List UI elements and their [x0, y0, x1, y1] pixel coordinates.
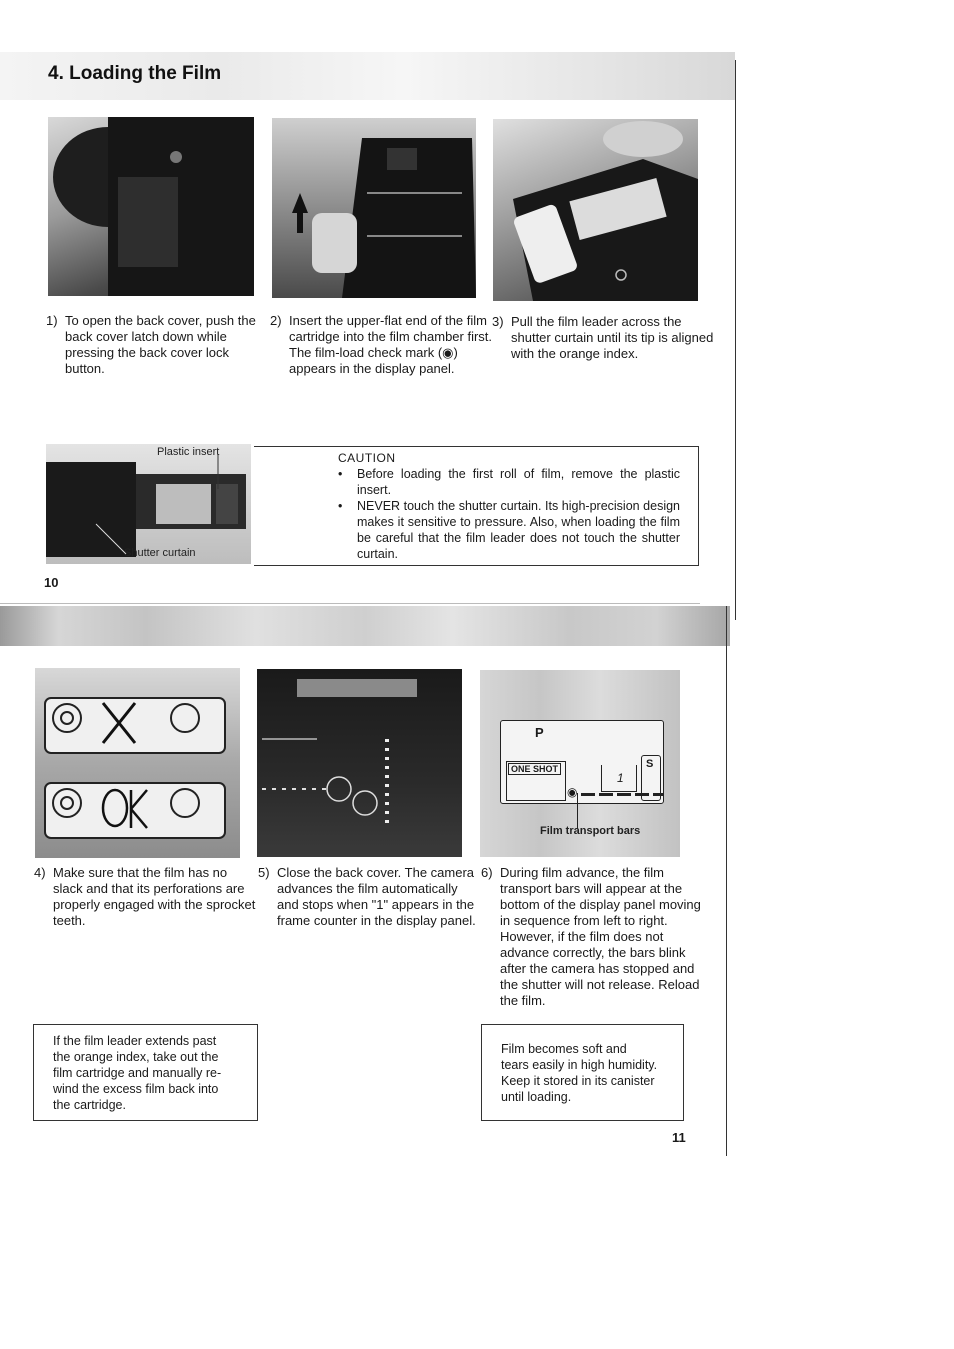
transport-bars-leader-line	[577, 793, 578, 829]
photo-close-back-cover	[257, 669, 462, 857]
label-shutter-curtain: Shutter curtain	[124, 547, 196, 559]
label-plastic-insert: Plastic insert	[157, 446, 220, 458]
step-4: 4) Make sure that the film has no slack and that its perforations are properly engaged with the sprocket teeth.	[34, 865, 256, 928]
step-6: 6) During film advance, the film transport bars will appear at the bottom of the display panel moving in sequence from left to right. However, if the film does not advance correctly, the bars blink after the camera has stopped and the shutter will not release. Reload the film.	[481, 865, 701, 1008]
page-separator	[0, 603, 700, 604]
camera-back-illustration	[46, 444, 251, 564]
film-check-icon: ◉	[567, 785, 578, 799]
camera-illustration-3	[493, 119, 698, 301]
lcd-frame-counter	[601, 765, 637, 792]
camera-illustration-1	[48, 117, 254, 296]
step-2: 2) Insert the upper-flat end of the film cartridge into the film chamber first. The film-load check mark (◉) appears in the display panel.	[270, 313, 493, 376]
film-path-illustration	[35, 668, 240, 858]
step-5: 5) Close the back cover. The camera advances the film automatically and stops when "1" appears in the frame counter in the display panel.	[258, 865, 476, 928]
caution-title: CAUTION	[338, 451, 396, 465]
note-film-leader: If the film leader extends past the orange index, take out the film cartridge and manually re- wind the excess film back into the cartridge.	[33, 1024, 258, 1121]
lcd-drive-mode: ONE SHOT	[508, 763, 561, 775]
caution-list	[338, 466, 680, 562]
photo-film-slack-check	[35, 668, 240, 858]
lcd-drive-frame	[506, 761, 566, 801]
label-film-transport-bars: Film transport bars	[540, 825, 641, 837]
photo-insert-cartridge	[272, 118, 476, 298]
page-right-edge-top	[735, 60, 736, 620]
step-3: 3) Pull the film leader across the shutter curtain until its tip is aligned with the orange index.	[492, 314, 714, 361]
page-number-11: 11	[672, 1130, 686, 1145]
note-humidity: Film becomes soft and tears easily in high humidity. Keep it stored in its canister until loading.	[481, 1024, 684, 1121]
step-1: 1) To open the back cover, push the back cover latch down while pressing the back cover lock button.	[46, 313, 256, 376]
film-transport-bars	[581, 793, 663, 796]
lcd-display-panel	[500, 720, 664, 804]
page-right-edge-bottom	[726, 606, 727, 1156]
camera-illustration-2	[272, 118, 476, 298]
header-band	[0, 606, 730, 646]
lcd-mode-indicator: P	[535, 725, 544, 740]
section-title: 4. Loading the Film	[48, 63, 222, 84]
camera-closed-illustration	[257, 669, 462, 857]
caution-box	[254, 446, 699, 566]
caution-item: • NEVER touch the shutter curtain. Its high-precision design makes it sensitive to pressure. Also, when loading the film be careful that the film leader does not touch the shutter curtain.	[338, 498, 680, 562]
lcd-frame-number: 1	[617, 771, 624, 785]
photo-pull-film-leader	[493, 119, 698, 301]
photo-plastic-insert	[46, 444, 251, 564]
page-number-10: 10	[44, 575, 59, 590]
lcd-s-label: S	[646, 758, 654, 770]
photo-open-back-cover	[48, 117, 254, 296]
caution-item: • Before loading the first roll of film, remove the plastic insert.	[338, 466, 680, 498]
